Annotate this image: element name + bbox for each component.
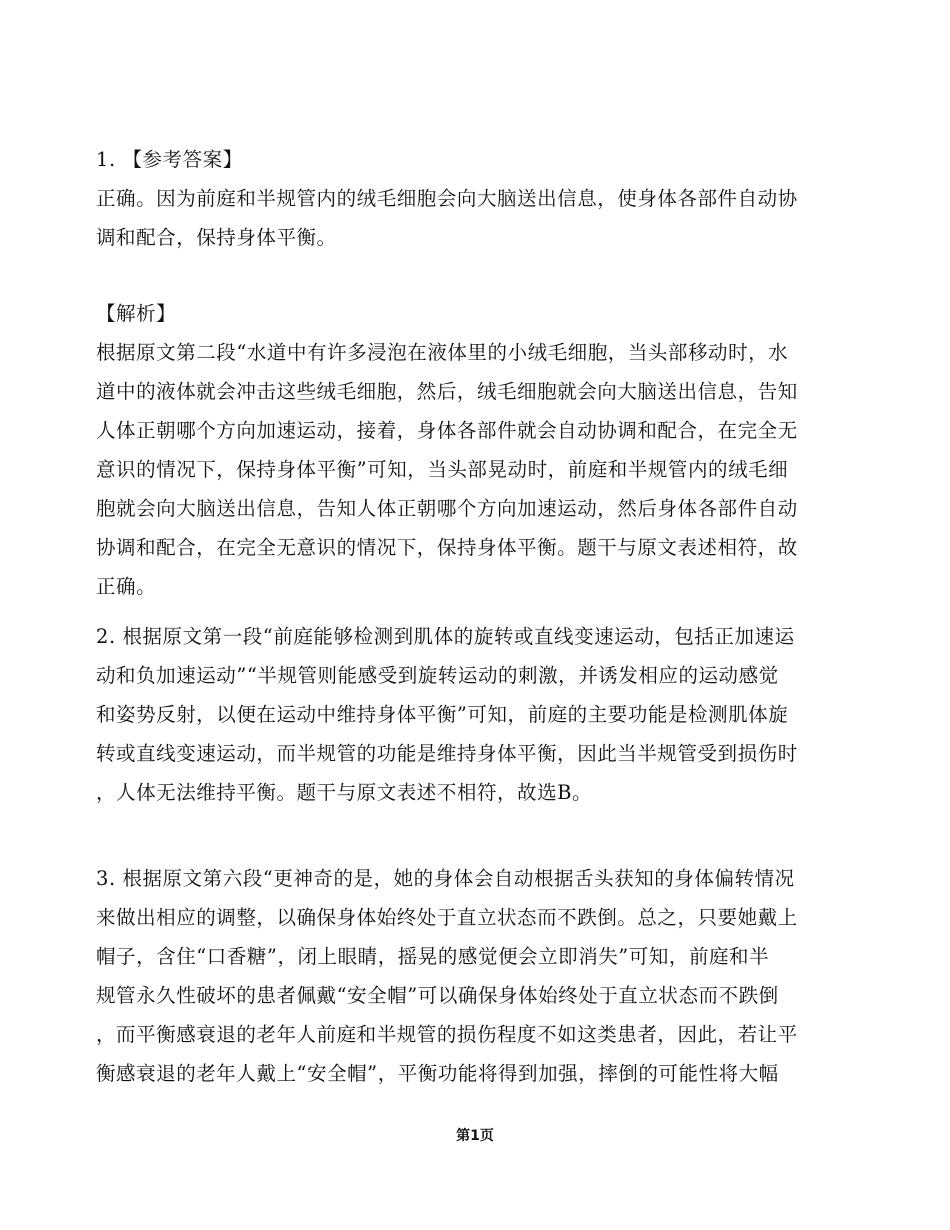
- analysis-line-3: 人体正朝哪个方向加速运动，接着，身体各部件就会自动协调和配合，在完全无: [96, 419, 798, 442]
- answer-2-line-1: 2. 根据原文第一段“前庭能够检测到肌体的旋转或直线变速运动，包括正加速运: [96, 625, 795, 648]
- answer-1-line-1: 正确。因为前庭和半规管内的绒毛细胞会向大脑送出信息，使身体各部件自动协: [96, 187, 798, 210]
- answer-3-line-3: 帽子，含住“口香糖”，闭上眼睛，摇晃的感觉便会立即消失”可知，前庭和半: [96, 945, 770, 968]
- answer-2-line-2: 动和负加速运动”“半规管则能感受到旋转运动的刺激，并诱发相应的运动感觉: [96, 664, 779, 687]
- answer-3-line-1: 3. 根据原文第六段“更神奇的是，她的身体会自动根据舌头获知的身体偏转情况: [96, 867, 795, 890]
- answer-3-line-2: 来做出相应的调整，以确保身体始终处于直立状态而不跌倒。总之，只要她戴上: [96, 906, 798, 929]
- analysis-line-7: 正确。: [96, 575, 157, 598]
- answer-3-line-4: 规管永久性破坏的患者佩戴“安全帽”可以确保身体始终处于直立状态而不跌倒: [96, 984, 779, 1007]
- answer-1-line-2: 调和配合，保持身体平衡。: [96, 226, 337, 249]
- answer-2-line-3: 和姿势反射，以便在运动中维持身体平衡”可知，前庭的主要功能是检测肌体旋: [96, 703, 789, 726]
- answer-2-line-4: 转或直线变速运动，而半规管的功能是维持身体平衡，因此当半规管受到损伤时: [96, 742, 798, 765]
- answer-3-line-6: 衡感衰退的老年人戴上“安全帽”，平衡功能将得到加强，摔倒的可能性将大幅: [96, 1062, 779, 1085]
- answer-3-line-5: ，而平衡感衰退的老年人前庭和半规管的损伤程度不如这类患者，因此，若让平: [96, 1023, 798, 1046]
- answer-2-line-5: ，人体无法维持平衡。题干与原文表述不相符，故选B。: [96, 781, 593, 804]
- analysis-line-2: 道中的液体就会冲击这些绒毛细胞，然后，绒毛细胞就会向大脑送出信息，告知: [96, 380, 798, 403]
- analysis-line-5: 胞就会向大脑送出信息，告知人体正朝哪个方向加速运动，然后身体各部件自动: [96, 497, 798, 520]
- page-number: 第1页: [456, 1128, 494, 1144]
- analysis-line-4: 意识的情况下，保持身体平衡”可知，当头部晃动时，前庭和半规管内的绒毛细: [96, 458, 789, 481]
- analysis-heading: 【解析】: [96, 302, 177, 325]
- answer-1-heading: 1. 【参考答案】: [96, 148, 243, 171]
- analysis-line-1: 根据原文第二段“水道中有许多浸泡在液体里的小绒毛细胞，当头部移动时，水: [96, 341, 789, 364]
- analysis-line-6: 协调和配合，在完全无意识的情况下，保持身体平衡。题干与原文表述相符，故: [96, 536, 798, 559]
